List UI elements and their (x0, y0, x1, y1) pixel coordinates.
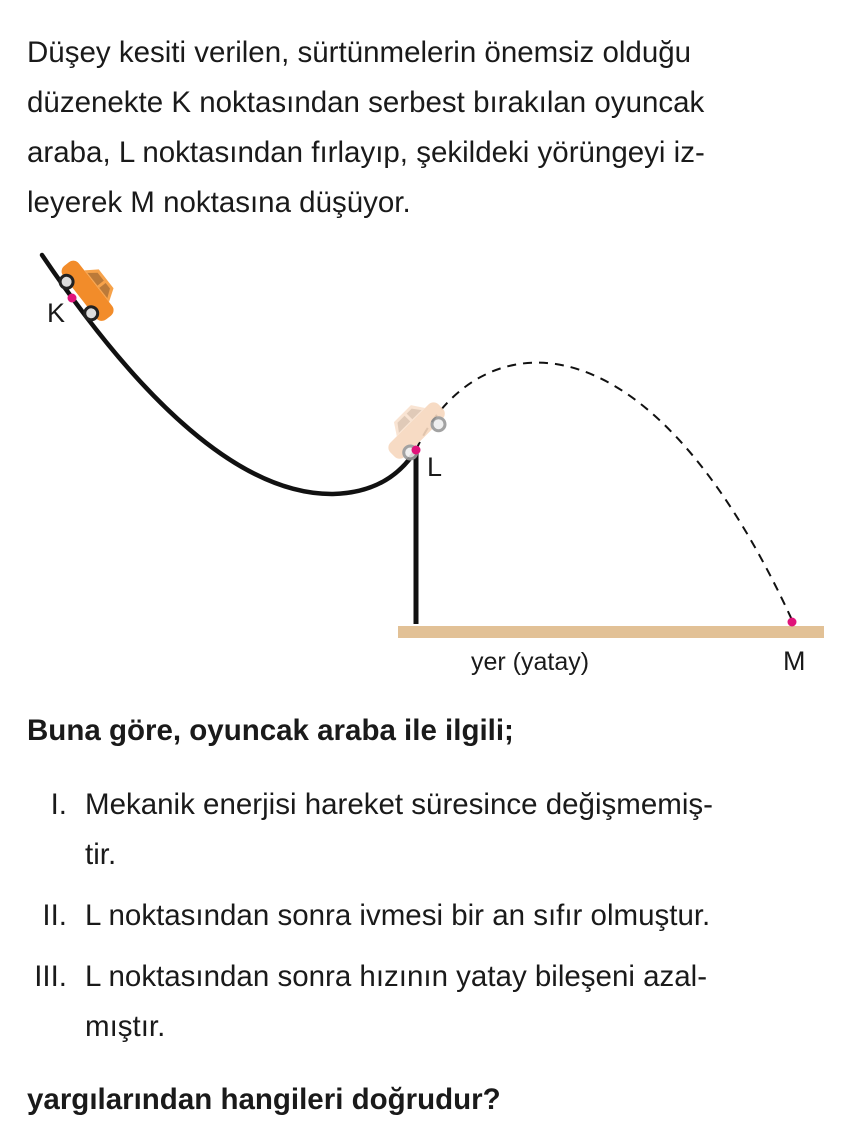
statement-number: I. (50, 788, 67, 821)
point-l-label: L (427, 452, 443, 482)
point-l-marker (412, 446, 421, 455)
statement-line: mıştır. (85, 1010, 166, 1043)
statement-text (85, 891, 845, 941)
projectile-trajectory (416, 363, 792, 620)
statement-line: L noktasından sonra hızının yatay bileşeni azal- (85, 960, 708, 993)
ground (398, 626, 824, 638)
point-k-marker (68, 294, 77, 303)
point-k-label: K (47, 298, 66, 328)
question-stem: Buna göre, oyuncak araba ile ilgili; (27, 714, 514, 747)
statement-line: Mekanik enerjisi hareket süresince değişmemiş- (85, 788, 713, 821)
point-m-marker (788, 618, 797, 627)
statement-line: L noktasından sonra ivmesi bir an sıfır olmuştur. (85, 899, 711, 932)
intro-line: Düşey kesiti verilen, sürtünmelerin önemsiz olduğu (27, 36, 692, 69)
point-m-label: M (783, 646, 806, 676)
statement-number: II. (42, 899, 67, 932)
intro-line: araba, L noktasından fırlayıp, şekildeki yörüngeyi iz- (27, 136, 705, 169)
statement-text (85, 780, 845, 880)
closing-question: yargılarından hangileri doğrudur? (27, 1083, 501, 1116)
intro-line: leyerek M noktasına düşüyor. (27, 186, 411, 219)
ground-label: yer (yatay) (471, 648, 590, 676)
statement-line: tir. (85, 838, 117, 871)
statement-text (85, 952, 845, 1052)
statement-number: III. (34, 960, 67, 993)
intro-line: düzenekte K noktasından serbest bırakılan oyuncak (27, 86, 705, 119)
problem-statement (27, 28, 827, 228)
track-diagram (0, 235, 850, 685)
